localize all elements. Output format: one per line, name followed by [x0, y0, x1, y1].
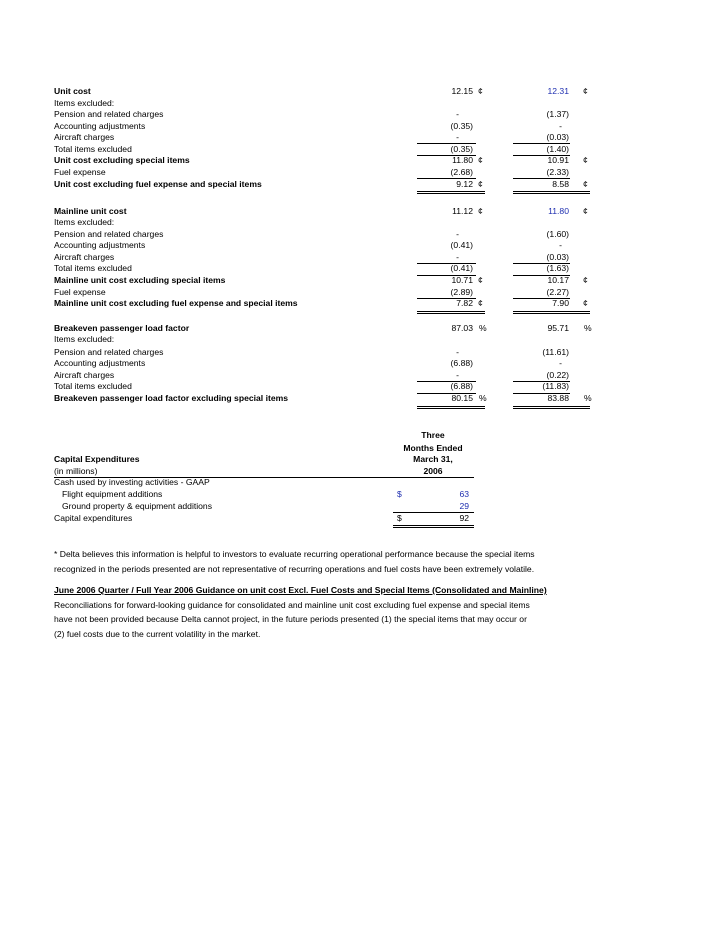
dollar-sign: $ — [397, 489, 402, 499]
row-label: Fuel expense — [54, 287, 106, 297]
value-q2: (2.33) — [546, 167, 569, 177]
total-double-rule — [417, 406, 485, 409]
value-q2: (1.37) — [546, 109, 569, 119]
row-label: Accounting adjustments — [54, 121, 146, 131]
value-q2: 12.31 — [547, 86, 569, 96]
total-double-rule — [417, 311, 485, 314]
table-row — [0, 132, 728, 144]
total-double-rule — [513, 191, 590, 194]
value-q1: (6.88) — [450, 381, 473, 391]
value-q1: - — [456, 132, 459, 142]
column-header-line: Months Ended — [403, 443, 463, 453]
row-label: Unit cost — [54, 86, 91, 96]
unit-q2: ¢ — [583, 155, 588, 165]
value-q2: - — [559, 358, 562, 368]
value-q1: (0.41) — [450, 240, 473, 250]
capex-title: Capital Expenditures — [54, 454, 140, 464]
unit-q2: ¢ — [583, 86, 588, 96]
value-q2: 83.88 — [547, 393, 569, 403]
table-row — [0, 252, 728, 264]
dollar-sign: $ — [397, 513, 402, 523]
row-label: Accounting adjustments — [54, 358, 146, 368]
value-q2: (2.27) — [546, 287, 569, 297]
row-label: Total items excluded — [54, 381, 132, 391]
row-label: Cash used by investing activities - GAAP — [54, 477, 210, 487]
row-label: Accounting adjustments — [54, 240, 146, 250]
row-label: Breakeven passenger load factor excluding special items — [54, 393, 289, 403]
value-q2: (1.40) — [546, 144, 569, 154]
row-label: Items excluded: — [54, 334, 115, 344]
table-row — [0, 179, 728, 191]
guidance-line: (2) fuel costs due to the current volatility in the market. — [54, 629, 261, 640]
unit-q1: % — [479, 323, 487, 333]
row-label: Unit cost excluding special items — [54, 155, 190, 165]
value-q2: - — [559, 240, 562, 250]
unit-q1: ¢ — [478, 206, 483, 216]
value-q1: 11.12 — [452, 206, 473, 216]
unit-q1: ¢ — [478, 179, 483, 189]
table-row — [0, 347, 728, 359]
unit-q2: ¢ — [583, 206, 588, 216]
row-label: Mainline unit cost — [54, 206, 127, 216]
row-label: Fuel expense — [54, 167, 106, 177]
row-label: Pension and related charges — [54, 109, 164, 119]
value-q1: 80.15 — [451, 393, 473, 403]
value-q2: 10.17 — [547, 275, 569, 285]
value-q2: 11.80 — [548, 206, 569, 216]
row-label: Total items excluded — [54, 144, 132, 154]
row-label: Total items excluded — [54, 263, 132, 273]
value-q1: 12.15 — [451, 86, 473, 96]
guidance-line: have not been provided because Delta cannot project, in the future periods presented (1) the special items that may occur or — [54, 614, 527, 625]
footnote-line: recognized in the periods presented are not representative of recurring operations and fuel costs have been extremely volatile. — [54, 563, 535, 574]
footnote — [54, 547, 535, 576]
table-row — [0, 217, 728, 229]
value-q2: (0.22) — [546, 370, 569, 380]
table-row — [0, 370, 728, 382]
table-row — [0, 477, 728, 489]
value-q1: - — [456, 109, 459, 119]
value-q2: (0.03) — [546, 132, 569, 142]
capex-value: 92 — [459, 513, 469, 523]
row-label: Ground property & equipment additions — [62, 501, 213, 511]
table-row — [0, 206, 728, 218]
row-label: Mainline unit cost excluding fuel expense and special items — [54, 298, 298, 308]
value-q1: (0.35) — [450, 121, 473, 131]
table-row — [0, 358, 728, 370]
unit-q1: ¢ — [478, 275, 483, 285]
table-row — [0, 287, 728, 299]
value-q1: 9.12 — [456, 179, 473, 189]
value-q2: 10.91 — [547, 155, 569, 165]
value-q2: 7.90 — [552, 298, 569, 308]
capex-value: 63 — [459, 489, 469, 499]
total-double-rule — [417, 191, 485, 194]
table-row — [0, 466, 728, 478]
row-label: Pension and related charges — [54, 229, 164, 239]
table-row — [0, 121, 728, 133]
row-label: Aircraft charges — [54, 370, 115, 380]
guidance-note — [54, 583, 547, 642]
total-double-rule — [393, 525, 474, 528]
value-q2: 95.71 — [547, 323, 569, 333]
unit-q2: % — [584, 393, 592, 403]
table-row — [0, 144, 728, 156]
unit-q2: ¢ — [583, 179, 588, 189]
guidance-line: Reconciliations for forward-looking guidance for consolidated and mainline unit cost excluding fuel expense and special items — [54, 599, 530, 610]
table-row — [0, 109, 728, 121]
row-label: Aircraft charges — [54, 252, 115, 262]
value-q1: (2.89) — [450, 287, 473, 297]
value-q1: - — [456, 229, 459, 239]
unit-q1: ¢ — [478, 298, 483, 308]
table-row — [0, 298, 728, 310]
value-q1: 10.71 — [451, 275, 473, 285]
row-label: Pension and related charges — [54, 347, 164, 357]
table-row — [0, 501, 728, 513]
total-double-rule — [513, 406, 590, 409]
capex-value: 29 — [459, 501, 469, 511]
column-header-line: Three — [421, 430, 445, 440]
value-q1: - — [456, 252, 459, 262]
row-label: Mainline unit cost excluding special items — [54, 275, 226, 285]
table-row — [0, 263, 728, 275]
value-q1: (6.88) — [450, 358, 473, 368]
value-q2: (0.03) — [546, 252, 569, 262]
table-row — [0, 86, 728, 98]
value-q2: - — [559, 121, 562, 131]
value-q1: 11.80 — [452, 155, 473, 165]
value-q2: 8.58 — [552, 179, 569, 189]
guidance-heading: June 2006 Quarter / Full Year 2006 Guidance on unit cost Excl. Fuel Costs and Special Items (Consolidated and Mainline) — [54, 585, 547, 595]
unit-q1: ¢ — [478, 86, 483, 96]
table-row — [0, 98, 728, 110]
value-q1: - — [456, 370, 459, 380]
table-row — [0, 454, 728, 466]
value-q1: (0.35) — [450, 144, 473, 154]
table-row — [0, 513, 728, 525]
total-double-rule — [513, 311, 590, 314]
row-label: Breakeven passenger load factor — [54, 323, 190, 333]
table-row — [0, 167, 728, 179]
table-row — [0, 275, 728, 287]
table-row — [0, 229, 728, 241]
row-label: Unit cost excluding fuel expense and special items — [54, 179, 262, 189]
column-header-line: March 31, — [413, 454, 453, 464]
value-q1: - — [456, 347, 459, 357]
row-label: Aircraft charges — [54, 132, 115, 142]
footnote-line: * Delta believes this information is helpful to investors to evaluate recurring operational performance because the special items — [54, 549, 535, 559]
unit-q2: ¢ — [583, 275, 588, 285]
units-label: (in millions) — [54, 466, 98, 476]
value-q1: 7.82 — [456, 298, 473, 308]
value-q1: (0.41) — [450, 263, 473, 273]
table-row — [0, 381, 728, 393]
value-q1: 87.03 — [451, 323, 473, 333]
table-row — [0, 323, 728, 335]
unit-q1: ¢ — [478, 155, 483, 165]
value-q2: (1.60) — [546, 229, 569, 239]
table-row — [0, 489, 728, 501]
column-header-line: 2006 — [423, 466, 443, 476]
value-q2: (1.63) — [546, 263, 569, 273]
value-q2: (11.61) — [542, 347, 569, 357]
unit-q1: % — [479, 393, 487, 403]
value-q1: (2.68) — [450, 167, 473, 177]
table-row — [0, 334, 728, 346]
table-row — [0, 155, 728, 167]
row-label: Capital expenditures — [54, 513, 133, 523]
value-q2: (11.83) — [542, 381, 569, 391]
row-label: Items excluded: — [54, 217, 115, 227]
table-row — [0, 393, 728, 405]
unit-q2: ¢ — [583, 298, 588, 308]
row-label: Items excluded: — [54, 98, 115, 108]
table-row — [0, 240, 728, 252]
row-label: Flight equipment additions — [62, 489, 163, 499]
unit-q2: % — [584, 323, 592, 333]
